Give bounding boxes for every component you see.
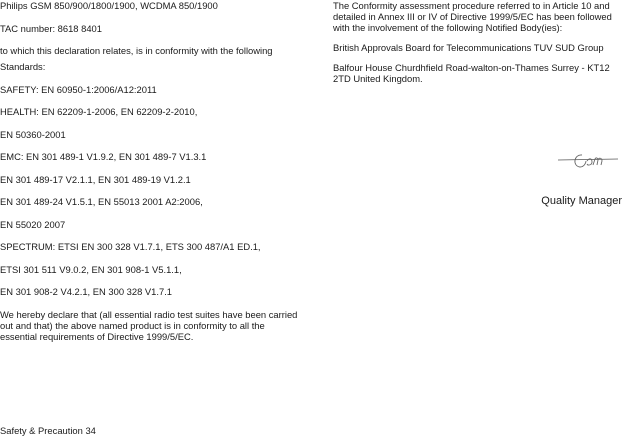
procedure-paragraph: The Conformity assessment procedure referred to in Article 10 and detailed in Annex III or IV of Directive 1999/5/EC has been followed with the involvement of the following Notified Body(ies): <box>333 0 612 33</box>
page-footer: Safety & Precaution 34 <box>0 425 96 436</box>
tac-number: TAC number: 8618 8401 <box>0 22 102 34</box>
product-line: Philips GSM 850/900/1800/1900, WCDMA 850/1900 <box>0 0 218 11</box>
notified-body-address: Balfour House Churdhfield Road-walton-on-Thames Surrey - KT12 2TD United Kingdom. <box>333 62 610 84</box>
standard-line-spectrum: SPECTRUM: ETSI EN 300 328 V1.7.1, ETS 300 487/A1 ED.1, <box>0 241 261 252</box>
standard-line-emc-4: EN 55020 2007 <box>0 218 66 230</box>
standards-heading: Standards: <box>0 61 46 72</box>
standard-line-health: HEALTH: EN 62209-1-2006, EN 62209-2-2010, <box>0 106 198 117</box>
notified-body: British Approvals Board for Telecommunications TUV SUD Group <box>333 42 604 53</box>
conformity-statement: to which this declaration relates, is in conformity with the following <box>0 45 273 56</box>
standard-line-emc-2: EN 301 489-17 V2.1.1, EN 301 489-19 V1.2.1 <box>0 173 191 185</box>
standard-line-safety: SAFETY: EN 60950-1:2006/A12:2011 <box>0 83 157 95</box>
signature-image <box>556 146 620 178</box>
signatory-role: Quality Manager <box>541 195 622 207</box>
declaration-paragraph: We hereby declare that (all essential radio test suites have been carried out and that) the above named product is in conformity to all the essential requirements of Directive 1999/5/EC. <box>0 308 298 342</box>
standard-line-emc-3: EN 301 489-24 V1.5.1, EN 55013 2001 A2:2006, <box>0 196 203 207</box>
standard-line-health-cont: EN 50360-2001 <box>0 128 66 140</box>
declaration-right-column <box>333 0 621 93</box>
standard-line-spectrum-3: EN 301 908-2 V4.2.1, EN 300 328 V1.7.1 <box>0 286 172 297</box>
standard-line-emc: EMC: EN 301 489-1 V1.9.2, EN 301 489-7 V1.3.1 <box>0 151 207 162</box>
declaration-left-column <box>0 0 300 353</box>
standard-line-spectrum-2: ETSI 301 511 V9.0.2, EN 301 908-1 V5.1.1, <box>0 263 182 275</box>
